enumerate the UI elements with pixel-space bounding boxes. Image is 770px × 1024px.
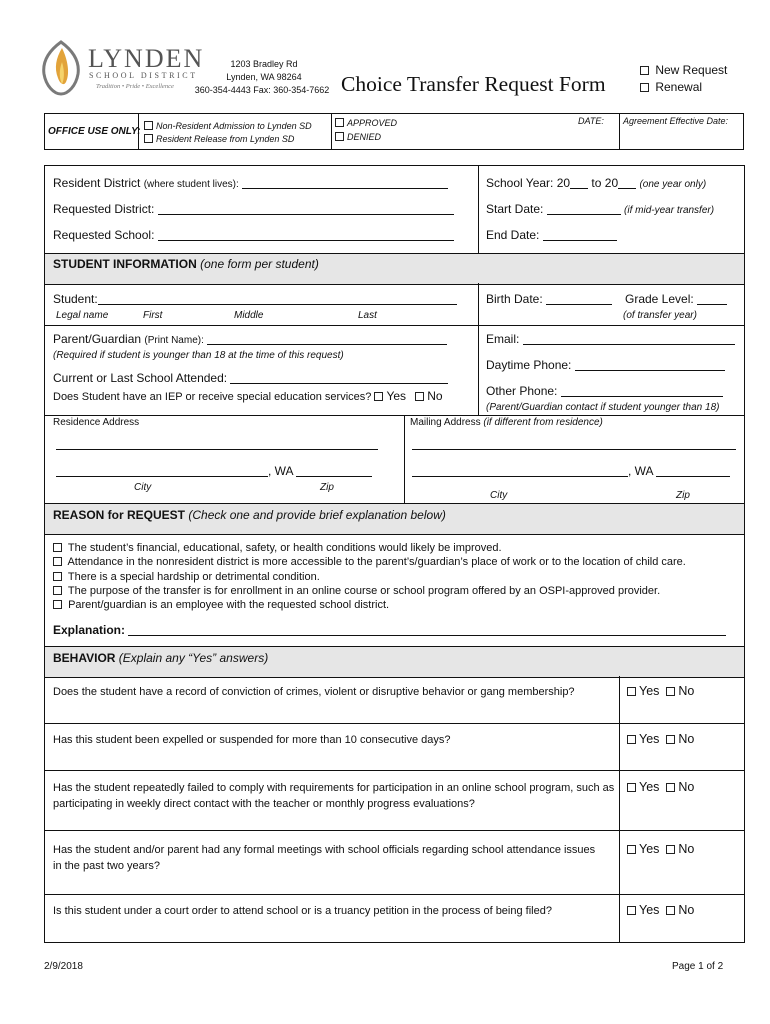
residence-zip-caption: Zip bbox=[320, 482, 334, 493]
yes-option[interactable] bbox=[627, 903, 659, 917]
approved-label: APPROVED bbox=[347, 118, 398, 128]
no-label: No bbox=[678, 684, 695, 698]
reason-text: There is a special hardship or detrimental condition. bbox=[67, 570, 320, 583]
requested-district-field[interactable] bbox=[53, 202, 454, 216]
residence-address-label: Residence Address bbox=[53, 417, 140, 428]
iep-yes-checkbox[interactable] bbox=[374, 392, 383, 401]
student-name-field[interactable] bbox=[53, 292, 457, 306]
middle-caption: Middle bbox=[234, 310, 264, 321]
no-checkbox[interactable] bbox=[666, 845, 675, 854]
behavior-title bbox=[53, 651, 268, 665]
yes-label: Yes bbox=[639, 842, 660, 856]
daytime-phone-line[interactable] bbox=[575, 358, 725, 371]
daytime-phone-label: Daytime Phone: bbox=[486, 358, 572, 372]
requested-school-field[interactable] bbox=[53, 228, 454, 242]
behavior-answer bbox=[627, 780, 694, 794]
page-number: Page 1 of 2 bbox=[672, 961, 724, 972]
reason-checkbox[interactable] bbox=[53, 543, 62, 552]
no-option[interactable] bbox=[666, 684, 694, 698]
footer-date: 2/9/2018 bbox=[44, 961, 83, 972]
new-request-option[interactable] bbox=[640, 62, 727, 79]
email-label: Email: bbox=[486, 332, 520, 346]
non-resident-label: Non-Resident Admission to Lynden SD bbox=[156, 121, 312, 131]
mailing-address-label bbox=[410, 417, 603, 428]
other-phone-note: (Parent/Guardian contact if student younger than 18) bbox=[486, 402, 720, 413]
mailing-city-line[interactable] bbox=[412, 464, 730, 478]
residence-city-caption: City bbox=[134, 482, 152, 493]
reason-text: Attendance in the nonresident district is more accessible to the parent’s/guardian’s place of work or to the location of child care. bbox=[67, 556, 686, 569]
legal-name-caption: Legal name bbox=[56, 310, 109, 321]
no-option[interactable] bbox=[666, 732, 694, 746]
yes-checkbox[interactable] bbox=[627, 687, 636, 696]
logo-name: LYNDEN bbox=[88, 44, 205, 73]
current-school-field[interactable] bbox=[53, 371, 448, 385]
yes-checkbox[interactable] bbox=[627, 906, 636, 915]
behavior-answer bbox=[627, 903, 694, 917]
approved-option[interactable] bbox=[335, 116, 397, 130]
phone-fax: 360-354-4443 Fax: 360-354-7662 bbox=[194, 85, 330, 95]
no-label: No bbox=[678, 732, 695, 746]
iep-yes-label: Yes bbox=[386, 389, 407, 403]
reason-text: The purpose of the transfer is for enrollment in an online course or school program offered by an OSPI-approved provider. bbox=[67, 584, 661, 597]
mailing-address-text: Mailing Address bbox=[410, 417, 481, 428]
reason-item[interactable] bbox=[53, 584, 686, 598]
no-checkbox[interactable] bbox=[666, 906, 675, 915]
end-date-line[interactable] bbox=[543, 228, 617, 241]
explanation-label: Explanation: bbox=[53, 623, 126, 637]
reason-item[interactable] bbox=[53, 570, 686, 584]
current-school-line[interactable] bbox=[230, 371, 448, 384]
other-phone-label: Other Phone: bbox=[486, 384, 558, 398]
parent-label: Parent/Guardian bbox=[53, 332, 142, 346]
reason-checkbox[interactable] bbox=[53, 600, 62, 609]
resident-district-note: (where student lives): bbox=[143, 179, 239, 190]
parent-name-field[interactable] bbox=[53, 332, 447, 346]
no-option[interactable] bbox=[666, 842, 694, 856]
logo-subtitle: SCHOOL DISTRICT bbox=[89, 71, 198, 80]
reason-item[interactable] bbox=[53, 541, 686, 555]
yes-option[interactable] bbox=[627, 842, 659, 856]
yes-option[interactable] bbox=[627, 684, 659, 698]
address-line-1: 1203 Bradley Rd bbox=[230, 59, 298, 69]
reason-item[interactable] bbox=[53, 555, 686, 569]
flame-logo-icon bbox=[40, 40, 82, 96]
reason-checkbox[interactable] bbox=[53, 586, 62, 595]
agreement-date-label: Agreement Effective Date: bbox=[623, 116, 729, 126]
office-options bbox=[144, 120, 312, 146]
start-date-line[interactable] bbox=[547, 202, 621, 215]
renewal-label: Renewal bbox=[655, 80, 703, 94]
reason-item[interactable] bbox=[53, 598, 686, 612]
requested-district-label: Requested District: bbox=[53, 202, 155, 216]
renewal-checkbox[interactable] bbox=[640, 83, 649, 92]
behavior-answer bbox=[627, 684, 694, 698]
no-checkbox[interactable] bbox=[666, 783, 675, 792]
reason-text: Parent/guardian is an employee with the requested school district. bbox=[68, 599, 390, 612]
student-name-label: Student: bbox=[53, 292, 98, 306]
approval-options bbox=[335, 116, 397, 144]
mailing-zip-caption: Zip bbox=[676, 490, 690, 501]
student-name-line[interactable] bbox=[98, 292, 457, 305]
yes-checkbox[interactable] bbox=[627, 735, 636, 744]
school-year-start-line[interactable] bbox=[570, 176, 588, 189]
parent-name-line[interactable] bbox=[207, 332, 447, 345]
resident-district-line[interactable] bbox=[242, 176, 448, 189]
school-year-to-label: to 20 bbox=[591, 176, 619, 190]
non-resident-checkbox[interactable] bbox=[144, 121, 153, 130]
school-year-field[interactable] bbox=[486, 176, 706, 190]
yes-label: Yes bbox=[639, 903, 660, 917]
school-year-label: School Year: 20 bbox=[486, 176, 571, 190]
residence-street-line[interactable] bbox=[56, 449, 378, 450]
mailing-address-note: (if different from residence) bbox=[483, 417, 603, 428]
daytime-phone-field[interactable] bbox=[486, 358, 725, 372]
start-date-note: (if mid-year transfer) bbox=[624, 205, 715, 216]
denied-checkbox[interactable] bbox=[335, 132, 344, 141]
student-info-title bbox=[53, 257, 319, 271]
behavior-question: Does the student have a record of conviction of crimes, violent or disruptive behavior or gang membership? bbox=[53, 686, 575, 698]
behavior-answer bbox=[627, 842, 694, 856]
reason-checkbox[interactable] bbox=[53, 557, 62, 566]
logo bbox=[40, 40, 205, 98]
no-option[interactable] bbox=[666, 780, 694, 794]
iep-no-checkbox[interactable] bbox=[415, 392, 424, 401]
yes-label: Yes bbox=[639, 684, 660, 698]
yes-option[interactable] bbox=[627, 732, 659, 746]
new-request-checkbox[interactable] bbox=[640, 66, 649, 75]
residence-city-line[interactable] bbox=[56, 464, 372, 478]
mailing-street-line[interactable] bbox=[412, 449, 736, 450]
mailing-city-blank[interactable] bbox=[412, 464, 628, 477]
address-line-2: Lynden, WA 98264 bbox=[226, 72, 302, 82]
residence-city-blank[interactable] bbox=[56, 464, 268, 477]
iep-no-label: No bbox=[427, 389, 443, 403]
school-year-end-line[interactable] bbox=[618, 176, 636, 189]
renewal-option[interactable] bbox=[640, 79, 727, 96]
birth-date-field[interactable] bbox=[486, 292, 612, 306]
reason-title-text: REASON for REQUEST bbox=[53, 508, 186, 522]
grade-level-line[interactable] bbox=[697, 292, 727, 305]
email-line[interactable] bbox=[523, 332, 735, 345]
current-school-label: Current or Last School Attended: bbox=[53, 371, 228, 385]
iep-no-option[interactable] bbox=[415, 389, 442, 403]
behavior-answer bbox=[627, 732, 694, 746]
resident-release-checkbox[interactable] bbox=[144, 134, 153, 143]
explanation-line[interactable] bbox=[128, 623, 726, 636]
yes-checkbox[interactable] bbox=[627, 783, 636, 792]
behavior-question: Has the student repeatedly failed to comply with requirements for participation in an online school program, such as participating in weekly direct contact with the teacher or monthly progress evaluations? bbox=[53, 782, 615, 810]
behavior-question: Is this student under a court order to attend school or is a truancy petition in the process of being filed? bbox=[53, 905, 552, 917]
mailing-state: , WA bbox=[628, 464, 653, 478]
denied-option[interactable] bbox=[335, 130, 397, 144]
approved-checkbox[interactable] bbox=[335, 118, 344, 127]
grade-level-label: Grade Level: bbox=[625, 292, 694, 306]
yes-label: Yes bbox=[639, 732, 660, 746]
mailing-zip-blank[interactable] bbox=[656, 464, 730, 477]
reason-list bbox=[53, 541, 686, 612]
parent-note: (Print Name): bbox=[144, 335, 204, 346]
new-request-label: New Request bbox=[655, 63, 728, 77]
no-option[interactable] bbox=[666, 903, 694, 917]
residence-zip-blank[interactable] bbox=[296, 464, 372, 477]
resident-release-option[interactable] bbox=[144, 133, 312, 146]
first-caption: First bbox=[143, 310, 163, 321]
iep-yes-option[interactable] bbox=[374, 389, 406, 403]
reason-text: The student’s financial, educational, safety, or health conditions would likely be improved. bbox=[67, 542, 502, 554]
behavior-question: Has this student been expelled or suspended for more than 10 consecutive days? bbox=[53, 734, 451, 746]
non-resident-option[interactable] bbox=[144, 120, 312, 133]
iep-question bbox=[53, 389, 443, 403]
yes-checkbox[interactable] bbox=[627, 845, 636, 854]
request-type bbox=[640, 62, 727, 96]
grade-level-note: (of transfer year) bbox=[623, 310, 697, 321]
other-phone-line[interactable] bbox=[561, 384, 723, 397]
last-caption: Last bbox=[358, 310, 377, 321]
requested-school-label: Requested School: bbox=[53, 228, 155, 242]
residence-state: , WA bbox=[268, 464, 293, 478]
resident-release-label: Resident Release from Lynden SD bbox=[156, 134, 295, 144]
behavior-title-note: (Explain any “Yes” answers) bbox=[118, 651, 269, 665]
reason-checkbox[interactable] bbox=[53, 572, 62, 581]
requested-school-line[interactable] bbox=[158, 228, 454, 241]
behavior-title-text: BEHAVIOR bbox=[53, 651, 116, 665]
no-label: No bbox=[678, 780, 695, 794]
form-title: Choice Transfer Request Form bbox=[341, 72, 606, 96]
grade-level-field[interactable] bbox=[625, 292, 727, 306]
other-phone-field[interactable] bbox=[486, 384, 723, 398]
explanation-field[interactable] bbox=[53, 623, 726, 637]
denied-label: DENIED bbox=[347, 132, 382, 142]
no-checkbox[interactable] bbox=[666, 687, 675, 696]
end-date-field[interactable] bbox=[486, 228, 617, 242]
resident-district-label: Resident District bbox=[53, 176, 141, 190]
mailing-city-caption: City bbox=[490, 490, 508, 501]
no-label: No bbox=[678, 842, 695, 856]
no-checkbox[interactable] bbox=[666, 735, 675, 744]
birth-date-label: Birth Date: bbox=[486, 292, 543, 306]
yes-option[interactable] bbox=[627, 780, 659, 794]
school-year-note: (one year only) bbox=[639, 179, 707, 190]
birth-date-line[interactable] bbox=[546, 292, 612, 305]
start-date-label: Start Date: bbox=[486, 202, 544, 216]
behavior-question: Has the student and/or parent had any formal meetings with school officials regarding school attendance issues in the past two years? bbox=[53, 844, 596, 872]
yes-label: Yes bbox=[639, 780, 660, 794]
student-info-title-text: STUDENT INFORMATION bbox=[53, 257, 197, 271]
office-use-label: OFFICE USE ONLY: bbox=[48, 126, 141, 137]
reason-title-note: (Check one and provide brief explanation below) bbox=[188, 508, 446, 522]
start-date-field[interactable] bbox=[486, 202, 714, 216]
reason-title bbox=[53, 508, 446, 522]
email-field[interactable] bbox=[486, 332, 735, 346]
requested-district-line[interactable] bbox=[158, 202, 454, 215]
resident-district-field[interactable] bbox=[53, 176, 448, 190]
logo-tagline: Tradition • Pride • Excellence bbox=[96, 83, 174, 90]
end-date-label: End Date: bbox=[486, 228, 540, 242]
parent-required-note: (Required if student is younger than 18 at the time of this request) bbox=[53, 350, 344, 361]
no-label: No bbox=[678, 903, 695, 917]
office-date-label: DATE: bbox=[578, 116, 604, 126]
student-info-title-note: (one form per student) bbox=[200, 257, 319, 271]
iep-question-text: Does Student have an IEP or receive special education services? bbox=[53, 391, 372, 403]
district-address bbox=[194, 58, 334, 97]
